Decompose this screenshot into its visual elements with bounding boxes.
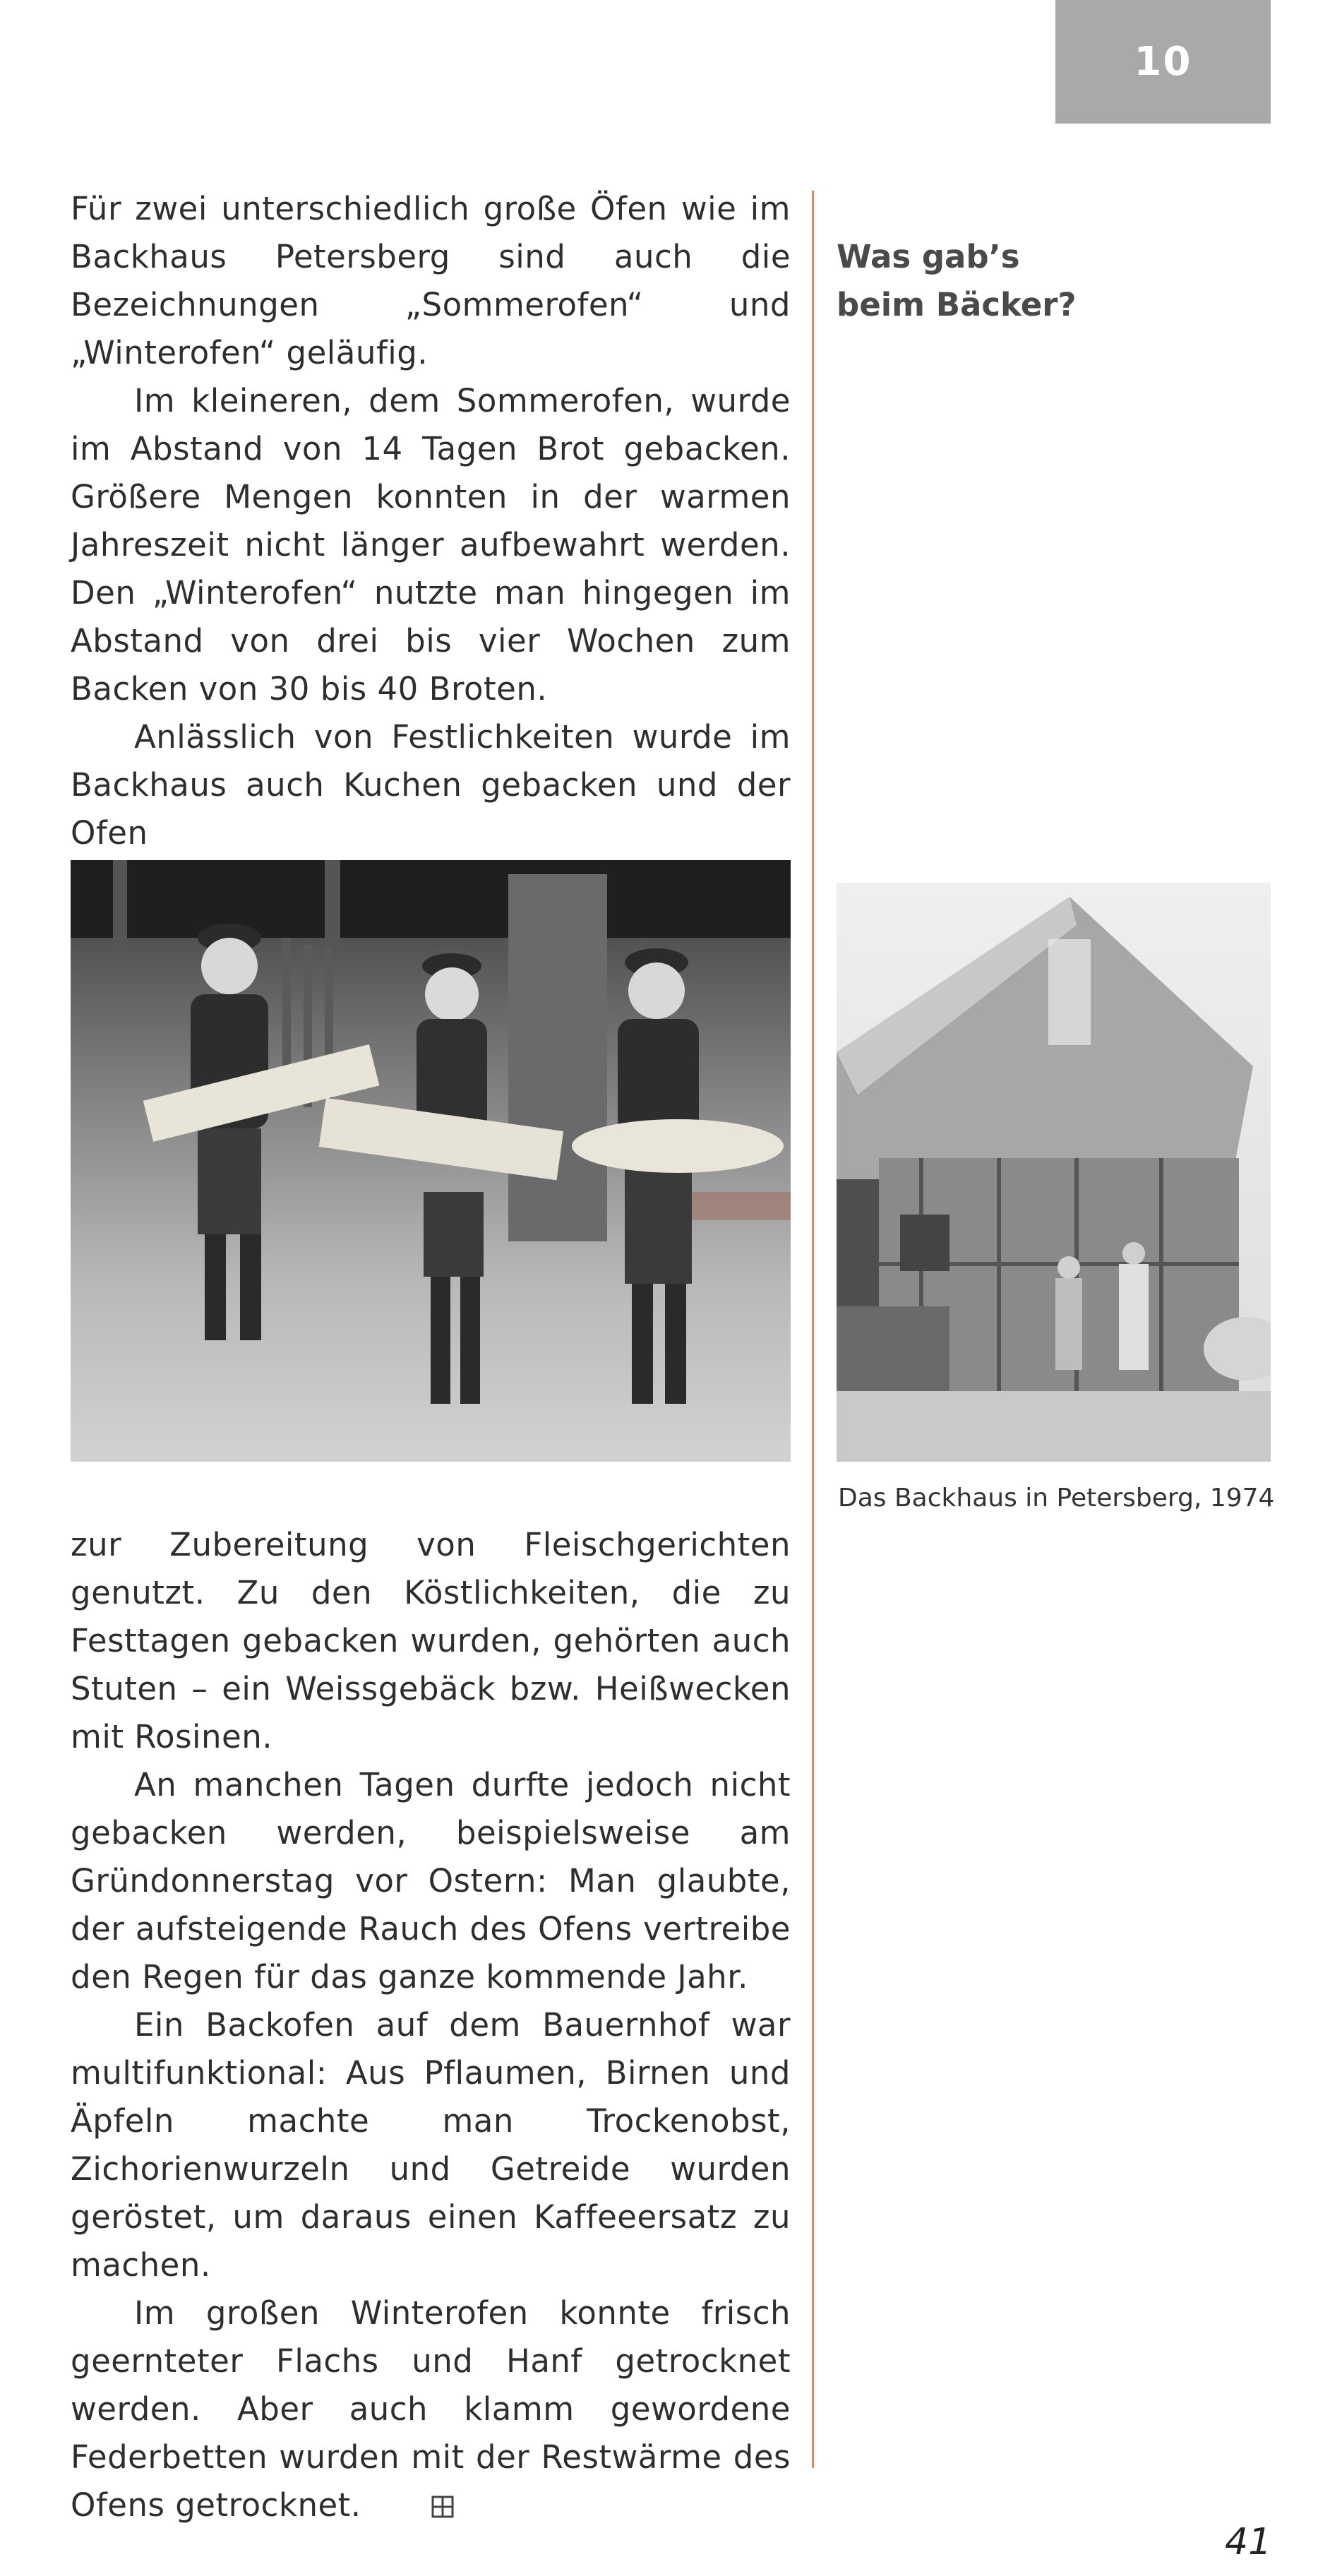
- sidebar-heading-line: beim Bäcker?: [837, 286, 1077, 323]
- paragraph: Im kleineren, dem Sommerofen, wurde im Abstand von 14 Tagen Brot gebacken. Größere Mengen konnten in der warmen Jahreszeit nicht länger aufbewahrt werden. Den „Winterofen“ nutzte man hingegen im Abstand von drei bis vier Wochen zum Backen von 30 bis 40 Broten.: [71, 382, 791, 708]
- paragraph: Ein Backofen auf dem Bauernhof war multifunktional: Aus Pflaumen, Birnen und Äpfeln machte man Trockenobst, Zichorienwurzeln und Getreide wurden geröstet, um daraus einen Kaffeeersatz zu machen.: [71, 2006, 791, 2284]
- chapter-number: 10: [1134, 39, 1192, 85]
- body-text-bottom: [71, 1521, 791, 2529]
- body-text-top: [71, 185, 791, 857]
- chapter-number-tab: [1055, 0, 1271, 124]
- sidebar-heading: [837, 233, 1105, 329]
- ornament-end-icon: [367, 2484, 391, 2508]
- photo-caption: Das Backhaus in Petersberg, 1974: [838, 1484, 1275, 1513]
- paragraph-text: Im großen Winterofen konnte frisch geernteter Flachs und Hanf getrocknet werden. Aber auch klamm gewordene Federbetten wurden mit der Restwärme des Ofens getrocknet.: [71, 2294, 791, 2524]
- paragraph-last: [71, 2289, 791, 2529]
- paragraph: zur Zubereitung von Fleischgerichten genutzt. Zu den Köstlichkeiten, die zu Festtagen gebacken wurden, gehörten auch Stuten – ein Weissgebäck bzw. Heißwecken mit Rosinen.: [71, 1526, 791, 1755]
- column-divider: [812, 191, 814, 2468]
- paragraph: An manchen Tagen durfte jedoch nicht gebacken werden, beispielsweise am Gründonnerstag vor Ostern: Man glaubte, der aufsteigende Rauch des Ofens vertreibe den Regen für das ganze kommende Jahr.: [71, 1766, 791, 1996]
- paragraph: Für zwei unterschiedlich große Öfen wie im Backhaus Petersberg sind auch die Bezeichnungen „Sommerofen“ und „Winterofen“ geläufig.: [71, 190, 791, 371]
- page-number: 41: [1225, 2521, 1272, 2563]
- photo-boys-carrying-bread: [71, 860, 791, 1462]
- paragraph: Anlässlich von Festlichkeiten wurde im Backhaus auch Kuchen gebacken und der Ofen: [71, 718, 791, 852]
- photo-backhaus-petersberg: [837, 883, 1271, 1462]
- sidebar-heading-line: Was gab’s: [837, 238, 1020, 275]
